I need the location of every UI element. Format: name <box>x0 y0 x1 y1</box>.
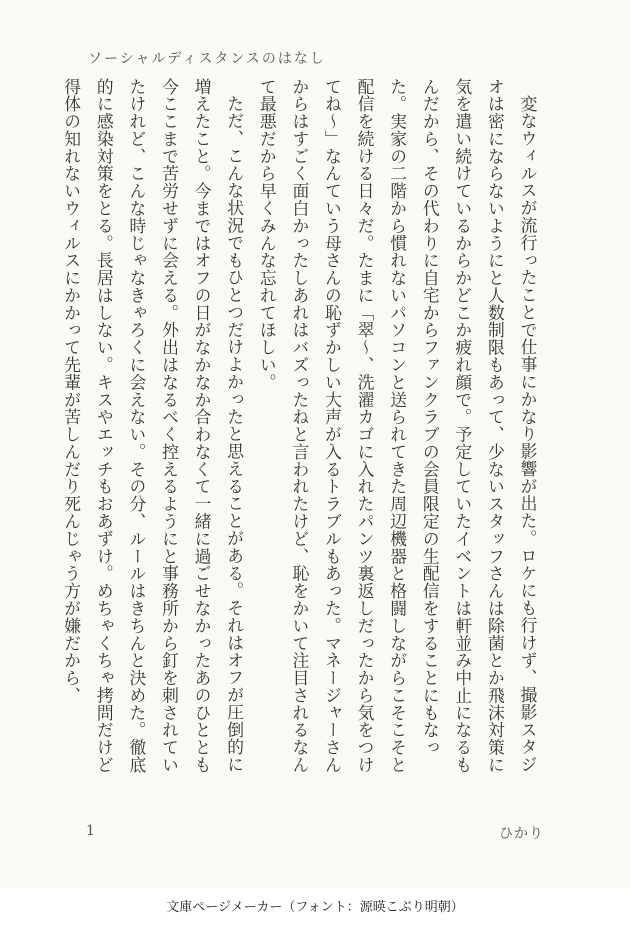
paragraph: 変なウィルスが流行ったことで仕事にかなり影響が出た。ロケにも行けず、撮影スタジオは密にならないようにと人数制限もあって、少ないスタッフさんは除菌とか飛沫対策に気を遣い続けているからかどこか疲れ顔で。予定していたイベントは軒並み中止になるもんだから、その代わりに自宅からファンクラブの会員限定の生配信をすることにもなった。実家の二階から慣れないパソコンと送られてきた周辺機器と格闘しながらこそこそと配信を続ける日々だ。たまに「翠～、洗濯カゴに入れたパンツ裏返しだったから気をつけてね～」なんていう母さんの恥ずかしい大声が入るトラブルもあった。マネージャーさんからはすごく面白かったしあれはバズったねと言われたけど、恥をかいて注目されるなんて最悪だから早くみんな忘れてほしい。 <box>257 78 538 774</box>
author-name: ひかり <box>499 826 544 842</box>
body-text <box>61 78 544 783</box>
app-footer-caption: 文庫ページメーカー（フォント：源暎こぶり明朝） <box>0 888 630 928</box>
page-number: 1 <box>86 823 95 839</box>
running-title: ソーシャルディスタンスのはなし <box>88 51 326 67</box>
paragraph: ただ、こんな状況でもひとつだけよかったと思えることがある。それはオフが圧倒的に増えたこと。今まではオフの日がなかなか合わなくて一緒に過ごせなかったあのひととも今ここまで苦労せずに会える。外出はなるべく控えるようにと事務所から釘を刺されていたけれど、こんな時じゃなきゃろくに会えない。その分、ルールはきちんと決めた。徹底的に感染対策をとる。長居はしない。キスやエッチもおあずけ。めちゃくちゃ拷問だけど得体の知れないウィルスにかかって先輩が苦しんだり死んじゃう方が嫌だから、 <box>61 78 245 774</box>
